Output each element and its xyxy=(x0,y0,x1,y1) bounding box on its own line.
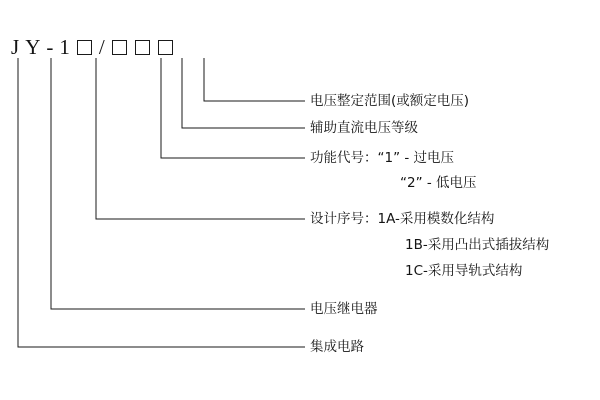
code-char-y: Y xyxy=(25,35,41,59)
callout-design-serial xyxy=(310,210,549,280)
callout-integrated-circuit xyxy=(310,338,364,356)
callout-aux-dc-voltage-text: 辅助直流电压等级 xyxy=(310,120,418,136)
code-char-one: 1 xyxy=(59,35,70,59)
callout-design-serial-line1: 设计序号：1A-采用模数化结构 xyxy=(310,211,495,227)
code-char-slash: / xyxy=(98,35,105,59)
callout-integrated-circuit-text: 集成电路 xyxy=(310,339,364,355)
callout-aux-dc-voltage xyxy=(310,119,418,137)
callout-voltage-relay-text: 电压继电器 xyxy=(310,301,378,317)
callout-function-code xyxy=(310,149,477,192)
callout-function-code-line1: 功能代号：“1” - 过电压 xyxy=(310,150,455,166)
callout-function-code-line2: “2” - 低电压 xyxy=(400,175,477,191)
code-char-j: J xyxy=(11,35,20,59)
callout-voltage-range-text: 电压整定范围(或额定电压) xyxy=(310,93,470,109)
callout-voltage-relay xyxy=(310,300,378,318)
code-char-dash: - xyxy=(46,35,54,59)
callout-voltage-range xyxy=(310,92,469,110)
callout-design-serial-line3: 1C-采用导轨式结构 xyxy=(405,263,523,279)
callout-design-serial-line2: 1B-采用凸出式插拔结构 xyxy=(405,237,550,253)
